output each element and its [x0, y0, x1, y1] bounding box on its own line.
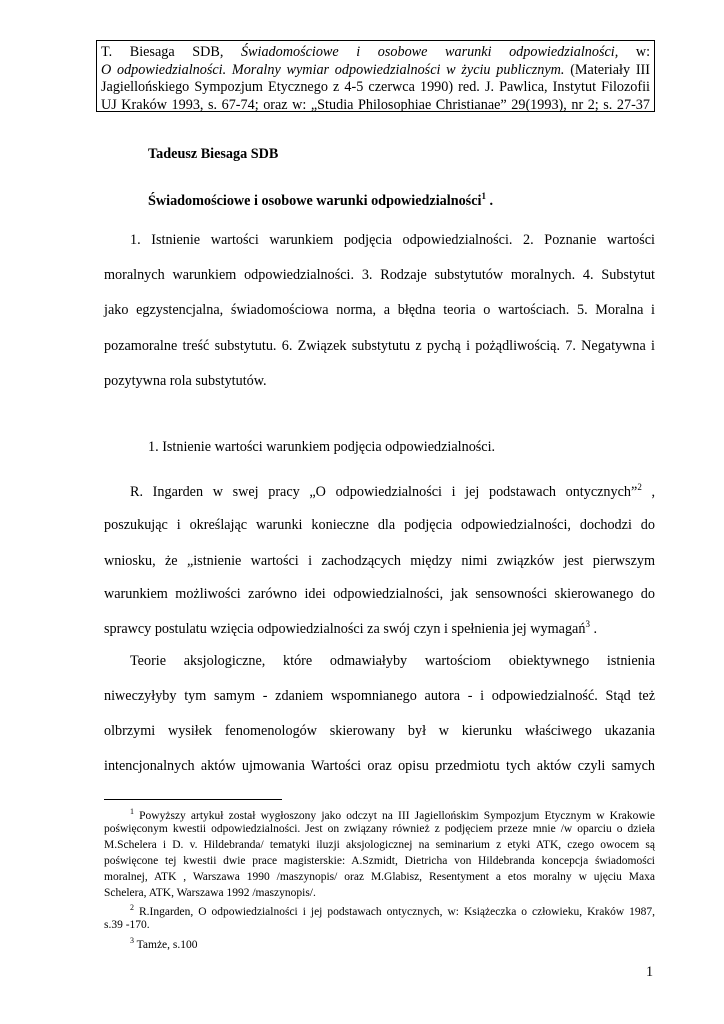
footnote-3: $^3$ Tamże, s.100 — [130, 936, 198, 951]
footnote-1-line-4: poświęcone tej kwestii dwie prace magisterskie: A.Szmidt, Dietricha von Hildebranda koncepcja świadomości — [104, 855, 655, 867]
paragraph-2-line-2: niweczyłyby tym samym - zdaniem wspomnianego autora - i odpowiedzialność. Stąd też — [104, 688, 655, 704]
paragraph-2-line-1: Teorie aksjologiczne, które odmawiałyby wartościom obiektywnego istnienia — [130, 653, 655, 669]
outline-line-1: 1. Istnienie wartości warunkiem podjęcia odpowiedzialności. 2. Poznanie wartości — [130, 232, 655, 248]
footnote-1-line-2: poświęconym kwestii odpowiedzialności. Jest on związany również z podjęciem przeze mnie /w oparciu o dzieła — [104, 823, 655, 835]
footnote-separator — [104, 799, 282, 800]
section-heading: 1. Istnienie wartości warunkiem podjęcia odpowiedzialności. — [148, 439, 496, 455]
footnote-2-number: 2 — [130, 903, 134, 912]
footnote-ref-2: 2 — [637, 482, 642, 492]
citation-box — [96, 40, 655, 112]
citation-line-1: T. Biesaga SDB, Świadomościowe i osobowe warunki odpowiedzialności, w: — [101, 44, 651, 60]
outline-line-2: moralnych warunkiem odpowiedzialności. 3. Rodzaje substytutów moralnych. 4. Substytut — [104, 267, 655, 283]
footnote-1-line-3: M.Schelera i D. v. Hildebranda/ tematyki iluzji aksjologicznej na seminarium z etyki ATK, czego owocem są — [104, 839, 655, 851]
paragraph-2-line-4: intencjonalnych aktów ujmowania Wartości oraz opisu przedmiotu tych aktów czyli samych — [104, 758, 655, 774]
author-name: Tadeusz Biesaga SDB — [148, 146, 279, 162]
outline-line-4: pozamoralne treść substytutu. 6. Związek substytutu z pychą i pożądliwością. 7. Negatywna i — [104, 338, 655, 354]
footnote-1-line-5: moralnej, ATK , Warszawa 1990 /maszynopis/ oraz M.Glabisz, Resentyment a etos moralny w ujęciu Maxa — [104, 871, 655, 883]
paragraph-1-line-1: R. Ingarden w swej pracy „O odpowiedzialności i jej podstawach ontycznych”$^2$ , — [130, 482, 655, 500]
outline-line-3: jako egzystencjalna, świadomościowa norma, a błędna teoria o wartościach. 5. Moralna i — [104, 302, 655, 318]
citation-line-3: Jagiellońskiego Sympozjum Etycznego z 4-5 czerwca 1990) red. J. Pawlica, Instytut Filozofii — [101, 79, 650, 96]
footnote-3-number: 3 — [130, 936, 134, 945]
citation-line-2: O odpowiedzialności. Moralny wymiar odpowiedzialności w życiu publicznym. (Materiały III — [101, 61, 650, 78]
outline-line-5: pozytywna rola substytutów. — [104, 373, 267, 389]
paragraph-2-line-3: olbrzymi wysiłek fenomenologów skierowany był w kierunku właściwego ukazania — [104, 723, 655, 739]
footnote-2-line-2: s.39 -170. — [104, 919, 150, 931]
footnote-ref-3: 3 — [585, 619, 590, 629]
article-title: Świadomościowe i osobowe warunki odpowiedzialności$^1$ . — [148, 191, 494, 209]
footnote-1-number: 1 — [130, 807, 134, 816]
footnote-1-line-1: $^1$ Powyższy artykuł został wygłoszony jako odczyt na III Jagiellońskim Sympozjum Etycznym w Krakowie — [130, 807, 655, 822]
paragraph-1-line-4: warunkiem możliwości zarówno idei odpowiedzialności, jak sensowności skierowanego do — [104, 586, 655, 602]
footnote-1-line-6: Schelera, ATK, Warszawa 1992 /maszynopis/. — [104, 887, 316, 899]
page-number: 1 — [646, 964, 654, 980]
citation-line-4: UJ Kraków 1993, s. 67-74; oraz w: „Studia Philosophiae Christianae” 29(1993), nr 2; s. 27-37 — [101, 96, 650, 113]
paragraph-1-line-2: poszukując i określając warunki konieczne dla podjęcia odpowiedzialności, dochodzi do — [104, 517, 655, 533]
footnote-ref-1: 1 — [481, 191, 486, 201]
paragraph-1-line-3: wniosku, że „istnienie wartości i zachodzących między nimi związków jest pierwszym — [104, 553, 655, 569]
footnote-2-line-1: $^2$ R.Ingarden, O odpowiedzialności i jej podstawach ontycznych, w: Książeczka o człowieku, Kraków 1987, — [130, 903, 655, 918]
paragraph-1-line-5: sprawcy postulatu wzięcia odpowiedzialności za swój czyn i spełnienia jej wymagań$^3$ . — [104, 619, 598, 637]
